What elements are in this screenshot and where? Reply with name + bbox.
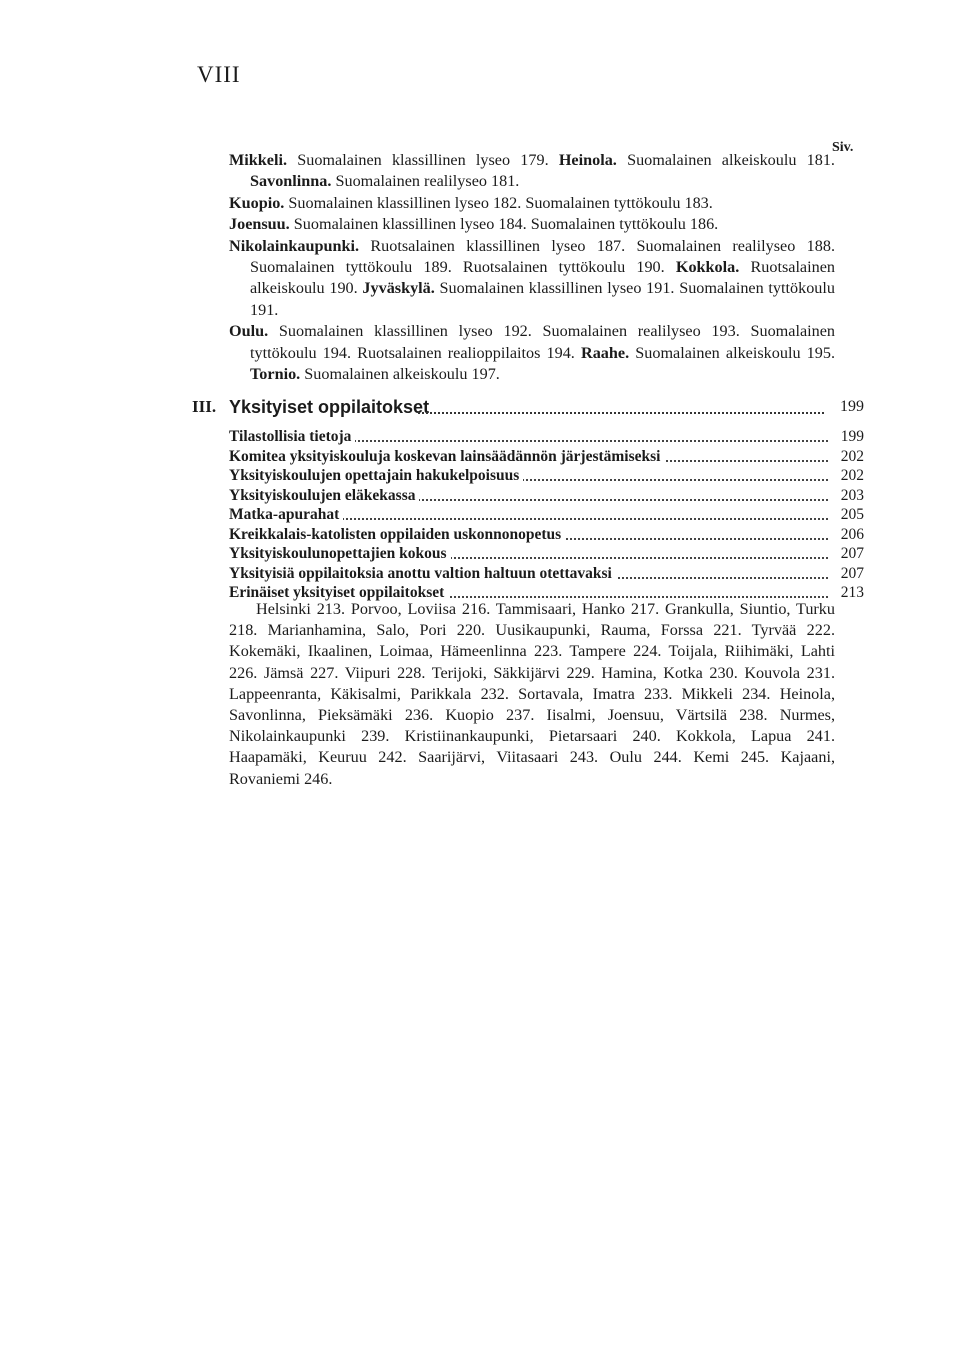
toc-entry [229, 525, 864, 545]
place-name: Joensuu. [229, 215, 290, 234]
toc-entry-label: Yksityiskoulunopettajien kokous [229, 544, 451, 564]
school-list-text: Suomalainen alkeiskoulu 197. [300, 365, 500, 384]
intro-paragraph [229, 193, 835, 214]
place-name: Mikkeli. [229, 151, 288, 169]
intro-paragraph [229, 150, 835, 193]
school-list-text: Suomalainen klassillinen lyseo 179. [287, 151, 559, 169]
toc-entry-page: 213 [840, 584, 864, 601]
place-name: Nikolainkaupunki. [229, 236, 360, 255]
page-number: VIII [197, 62, 241, 87]
toc-entry-label: Erinäiset yksityiset oppilaitokset [229, 583, 448, 603]
dot-leader [418, 412, 824, 414]
place-name: Tornio. [250, 365, 301, 384]
school-list-text: Ruotsalainen klassillinen lyseo 187. Suomalainen realilyseo 188. Suomalainen tyttökoulu 189. Ruotsalainen tyttökoulu 190. [250, 236, 835, 277]
toc-entry-label: Komitea yksityiskouluja koskevan lainsäädännön järjestämiseksi [229, 447, 665, 467]
place-name: Oulu. [229, 322, 269, 341]
toc-entry [229, 564, 864, 584]
toc-entry [229, 505, 864, 525]
toc-entry-page: 207 [840, 564, 864, 582]
place-name: Heinola. [558, 151, 617, 169]
section-heading [192, 397, 864, 423]
intro-paragraph [229, 236, 835, 322]
section-page: 199 [840, 398, 864, 415]
toc-entry-page: 206 [840, 525, 864, 543]
school-list-text: Suomalainen realilyseo 181. [331, 172, 520, 191]
section-title: Yksityiset oppilaitokset [229, 397, 430, 417]
school-list-text: Suomalainen klassillinen lyseo 182. Suomalainen tyttökoulu 183. [284, 193, 713, 212]
school-list-text: Suomalainen alkeiskoulu 181. [616, 151, 835, 169]
toc-entry [229, 447, 864, 467]
intro-paragraph [229, 214, 835, 235]
place-name: Kuopio. [229, 193, 285, 212]
toc-entry-label: Yksityiskoulujen opettajain hakukelpoisuus [229, 466, 523, 486]
intro-paragraph [229, 321, 835, 385]
place-name: Raahe. [581, 343, 630, 362]
toc-entry-label: Matka-apurahat [229, 505, 343, 525]
intro-block [229, 150, 835, 385]
school-list-text: Suomalainen alkeiskoulu 195. [629, 343, 835, 362]
toc-entry-page: 205 [840, 506, 864, 523]
toc-entry-page: 199 [840, 428, 864, 445]
toc-entry-label: Yksityisiä oppilaitoksia anottu valtion haltuun otettavaksi [229, 564, 616, 584]
school-list-text: Suomalainen klassillinen lyseo 191. Suomalainen tyttökoulu 191. [250, 279, 835, 319]
place-name: Jyväskylä. [362, 279, 435, 298]
toc-entry-page: 202 [840, 467, 864, 484]
toc-entry [229, 544, 864, 564]
toc-entry-label: Tilastollisia tietoja [229, 427, 355, 447]
school-list-text: Ruotsalainen alkeiskoulu 190. [250, 258, 835, 298]
section-number: III. [192, 397, 217, 416]
toc-entry-label: Kreikkalais-katolisten oppilaiden uskonnonopetus [229, 525, 565, 545]
toc-entry-label: Yksityiskoulujen eläkekassa [229, 486, 419, 506]
toc-entry [229, 466, 864, 486]
school-list-text: Suomalainen klassillinen lyseo 192. Suomalainen realilyseo 193. Suomalainen tyttökoulu 194. Ruotsalainen realioppilaitos 194. [250, 322, 835, 362]
toc-entry-page: 203 [840, 486, 864, 504]
toc-entry [229, 486, 864, 506]
toc-list [229, 427, 864, 603]
places-paragraph: Helsinki 213. Porvoo, Loviisa 216. Tammisaari, Hanko 217. Grankulla, Siuntio, Turku 218. Marianhamina, Salo, Pori 220. Uusikaupunki, Rauma, Forssa 221. Tyrvää 222. Kokemäki, Ikaalinen, Loimaa, Hämeenlinna 223. Tampere 224. Toijala, Riihimäki, Lahti 226. Jämsä 227. Viipuri 228. Terijoki, Säkkijärvi 229. Hamina, Kotka 230. Kouvola 231. Lappeenranta, Käkisalmi, Parikkala 232. Sortavala, Imatra 233. Mikkeli 234. Heinola, Savonlinna, Pieksämäki 236. Kuopio 237. Iisalmi, Joensuu, Värtsilä 238. Nurmes, Nikolainkaupunki 239. Kristiinankaupunki, Pietarsaari 240. Kokkola, Lapua 241. Haapamäki, Keuruu 242. Saarijärvi, Viitasaari 243. Oulu 244. Kemi 245. Kajaani, Rovaniemi 246. [229, 600, 835, 788]
place-name: Savonlinna. [250, 172, 332, 191]
place-name: Kokkola. [675, 258, 740, 277]
toc-entry-page: 207 [840, 545, 864, 562]
page-column-header: Siv. [832, 140, 854, 155]
toc-entry-page: 202 [840, 447, 864, 465]
school-list-text: Suomalainen klassillinen lyseo 184. Suomalainen tyttökoulu 186. [289, 215, 719, 234]
toc-entry [229, 427, 864, 447]
